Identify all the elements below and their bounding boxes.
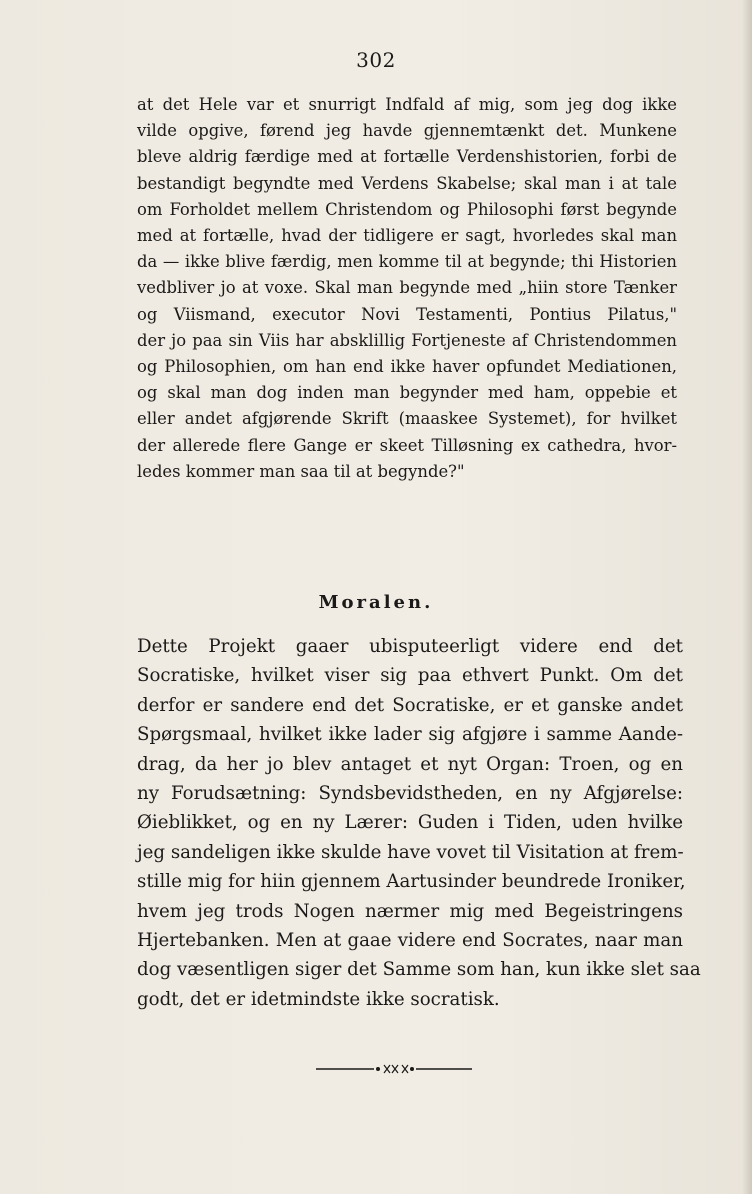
text-line: der jo paa sin Viis har absklillig Fortjeneste af Christendommen [137, 330, 677, 350]
text-line: Øieblikket, og en ny Lærer: Guden i Tiden, uden hvilke [137, 812, 683, 834]
text-line: Socratiske, hvilket viser sig paa ethvert Punkt. Om det [137, 665, 683, 687]
text-line: vilde opgive, førend jeg havde gjennemtænkt det. Munkene [137, 121, 677, 141]
text-line: godt, det er idetmindste ikke socratisk. [137, 988, 500, 1010]
text-line: hvem jeg trods Nogen nærmer mig med Begeistringens [137, 900, 683, 922]
text-line: ledes kommer man saa til at begynde?" [137, 461, 465, 481]
text-line: bestandigt begyndte med Verdens Skabelse; skal man i at tale [137, 173, 677, 193]
text-line: stille mig for hiin gjennem Aartusinder beundrede Ironiker, [137, 871, 686, 893]
paragraph-1 [137, 92, 677, 485]
text-line: der allerede flere Gange er skeet Tilløsning ex cathedra, hvor- [137, 435, 677, 455]
text-line: bleve aldrig færdige med at fortælle Verdenshistorien, forbi de [137, 147, 677, 167]
section-heading: Moralen. [318, 592, 434, 613]
text-line: ny Forudsætning: Syndsbevidstheden, en ny Afgjørelse: [137, 783, 683, 805]
text-line: om Forholdet mellem Christendom og Philosophi først begynde [137, 199, 677, 219]
text-line: da — ikke blive færdig, men komme til at begynde; thi Historien [137, 252, 677, 272]
paragraph-2 [137, 632, 701, 1014]
text-line: Hjertebanken. Men at gaae videre end Socrates, naar man [137, 930, 683, 952]
text-line: dog væsentligen siger det Samme som han, kun ikke slet saa [137, 959, 701, 981]
text-line: Spørgsmaal, hvilket ikke lader sig afgjøre i samme Aande- [137, 724, 683, 746]
text-line: Dette Projekt gaaer ubisputeerligt videre end det [137, 636, 683, 657]
ornament-divider [316, 1062, 472, 1076]
text-line: eller andet afgjørende Skrift (maaskee Systemet), for hvilket [137, 409, 677, 429]
text-line: vedbliver jo at voxe. Skal man begynde med „hiin store Tænker [137, 278, 677, 298]
page-number: 302 [356, 48, 396, 72]
text-line: og skal man dog inden man begynder med ham, oppebie et [137, 383, 677, 403]
text-line: derfor er sandere end det Socratiske, er et ganske andet [137, 694, 683, 716]
text-line: jeg sandeligen ikke skulde have vovet til Visitation at frem- [137, 841, 684, 863]
text-line: drag, da her jo blev antaget et nyt Organ: Troen, og en [137, 753, 683, 775]
text-line: at det Hele var et snurrigt Indfald af mig, som jeg dog ikke [137, 95, 677, 114]
text-line: og Viismand, executor Novi Testamenti, Pontius Pilatus," [137, 304, 677, 324]
text-line: og Philosophien, om han end ikke haver opfundet Mediationen, [137, 357, 677, 377]
text-line: med at fortælle, hvad der tidligere er sagt, hvorledes skal man [137, 226, 677, 246]
